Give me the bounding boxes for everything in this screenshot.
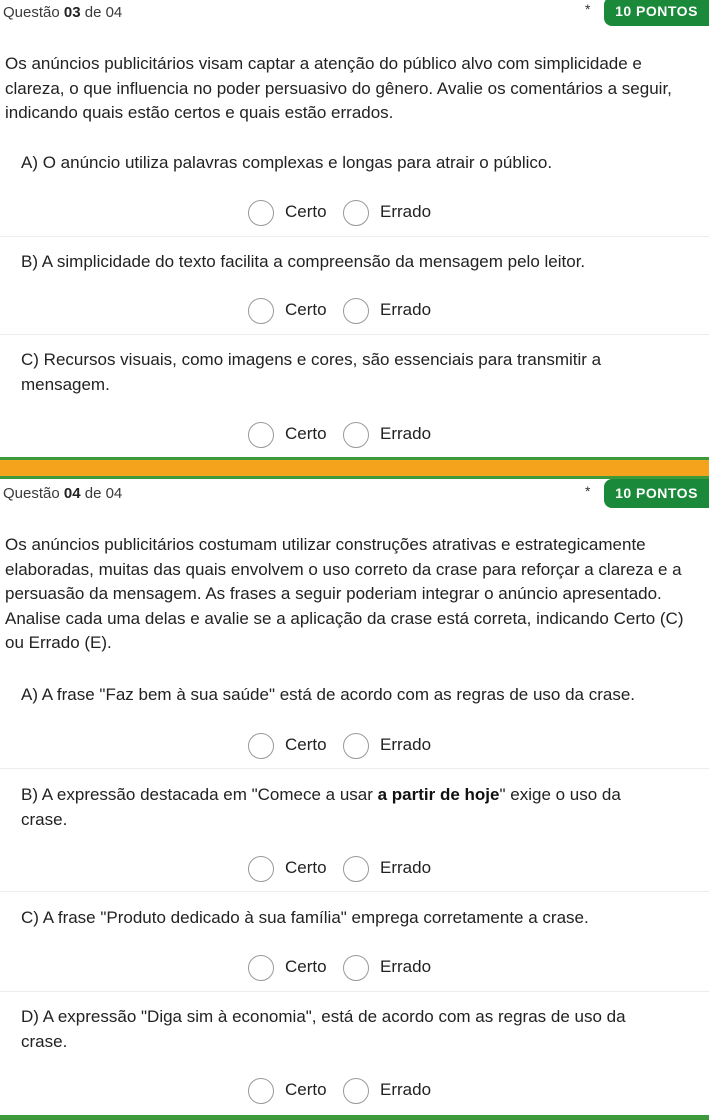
question-4-header xyxy=(0,482,709,512)
answer-options: Certo Errado xyxy=(248,733,448,759)
separator-orange-band xyxy=(0,460,709,476)
question-3-prompt: Os anúncios publicitários visam captar a atenção do público alvo com simplicidade e clareza, o que influencia no poder persuasivo do gênero. Avalie os comentários a seguir, indicando quais estão certos e quais estão errados. xyxy=(5,54,672,123)
question-3-item-b: B) A simplicidade do texto facilita a compreensão da mensagem pelo leitor. xyxy=(21,252,586,271)
required-mark: * xyxy=(585,483,591,499)
question-4-item-a: A) A frase "Faz bem à sua saúde" está de acordo com as regras de uso da crase. xyxy=(21,685,636,704)
divider xyxy=(0,768,709,769)
question-4-number: 04 xyxy=(63,485,81,502)
separator-green-line xyxy=(0,476,709,479)
bottom-green-bar xyxy=(0,1115,709,1120)
radio-circle-icon[interactable] xyxy=(248,298,274,324)
answer-options: Certo Errado xyxy=(248,955,448,981)
question-3-item-c: C) Recursos visuais, como imagens e cores, são essenciais para transmitir a mensagem. xyxy=(21,350,602,394)
answer-options: Certo Errado xyxy=(248,1078,448,1104)
answer-options: Certo Errado xyxy=(248,200,448,226)
highlighted-expression: a partir de hoje xyxy=(377,785,500,804)
radio-circle-icon[interactable] xyxy=(248,422,274,448)
answer-options: Certo Errado xyxy=(248,856,448,882)
radio-circle-icon[interactable] xyxy=(343,955,369,981)
question-3-header xyxy=(0,0,709,30)
radio-circle-icon[interactable] xyxy=(343,856,369,882)
points-badge: 10 PONTOS xyxy=(604,479,709,508)
radio-circle-icon[interactable] xyxy=(343,200,369,226)
radio-circle-icon[interactable] xyxy=(343,298,369,324)
divider xyxy=(0,236,709,237)
radio-circle-icon[interactable] xyxy=(343,1078,369,1104)
question-4-item-d: D) A expressão "Diga sim à economia", está de acordo com as regras de uso da crase. xyxy=(21,1007,626,1051)
divider xyxy=(0,991,709,992)
question-4-prompt: Os anúncios publicitários costumam utilizar construções atrativas e estrategicamente elaboradas, muitas das quais envolvem o uso correto da crase para reforçar a clareza e a persuasão da mensagem. As frases a seguir poderiam integrar o anúncio apresentado. Analise cada uma delas e avalie se a aplicação da crase está correta, indicando Certo (C) ou Errado (E). xyxy=(5,535,684,653)
question-4-item-c: C) A frase "Produto dedicado à sua família" emprega corretamente a crase. xyxy=(21,908,589,927)
required-mark: * xyxy=(585,1,591,17)
question-4-item-b: B) A expressão destacada em "Comece a usar a partir de hoje" exige o uso da crase. xyxy=(21,785,621,829)
radio-circle-icon[interactable] xyxy=(248,856,274,882)
question-3-number: 03 xyxy=(63,4,81,21)
divider xyxy=(0,334,709,335)
question-3-label: Questão 03 de 04 xyxy=(3,4,123,21)
answer-options: Certo Errado xyxy=(248,422,448,448)
question-3-item-a: A) O anúncio utiliza palavras complexas e longas para atrair o público. xyxy=(21,153,553,172)
radio-circle-icon[interactable] xyxy=(343,733,369,759)
points-badge: 10 PONTOS xyxy=(604,0,709,26)
radio-circle-icon[interactable] xyxy=(343,422,369,448)
radio-circle-icon[interactable] xyxy=(248,733,274,759)
question-separator xyxy=(0,457,709,479)
question-4-label: Questão 04 de 04 xyxy=(3,485,123,502)
radio-circle-icon[interactable] xyxy=(248,1078,274,1104)
radio-circle-icon[interactable] xyxy=(248,955,274,981)
radio-circle-icon[interactable] xyxy=(248,200,274,226)
divider xyxy=(0,891,709,892)
answer-options: Certo Errado xyxy=(248,298,448,324)
